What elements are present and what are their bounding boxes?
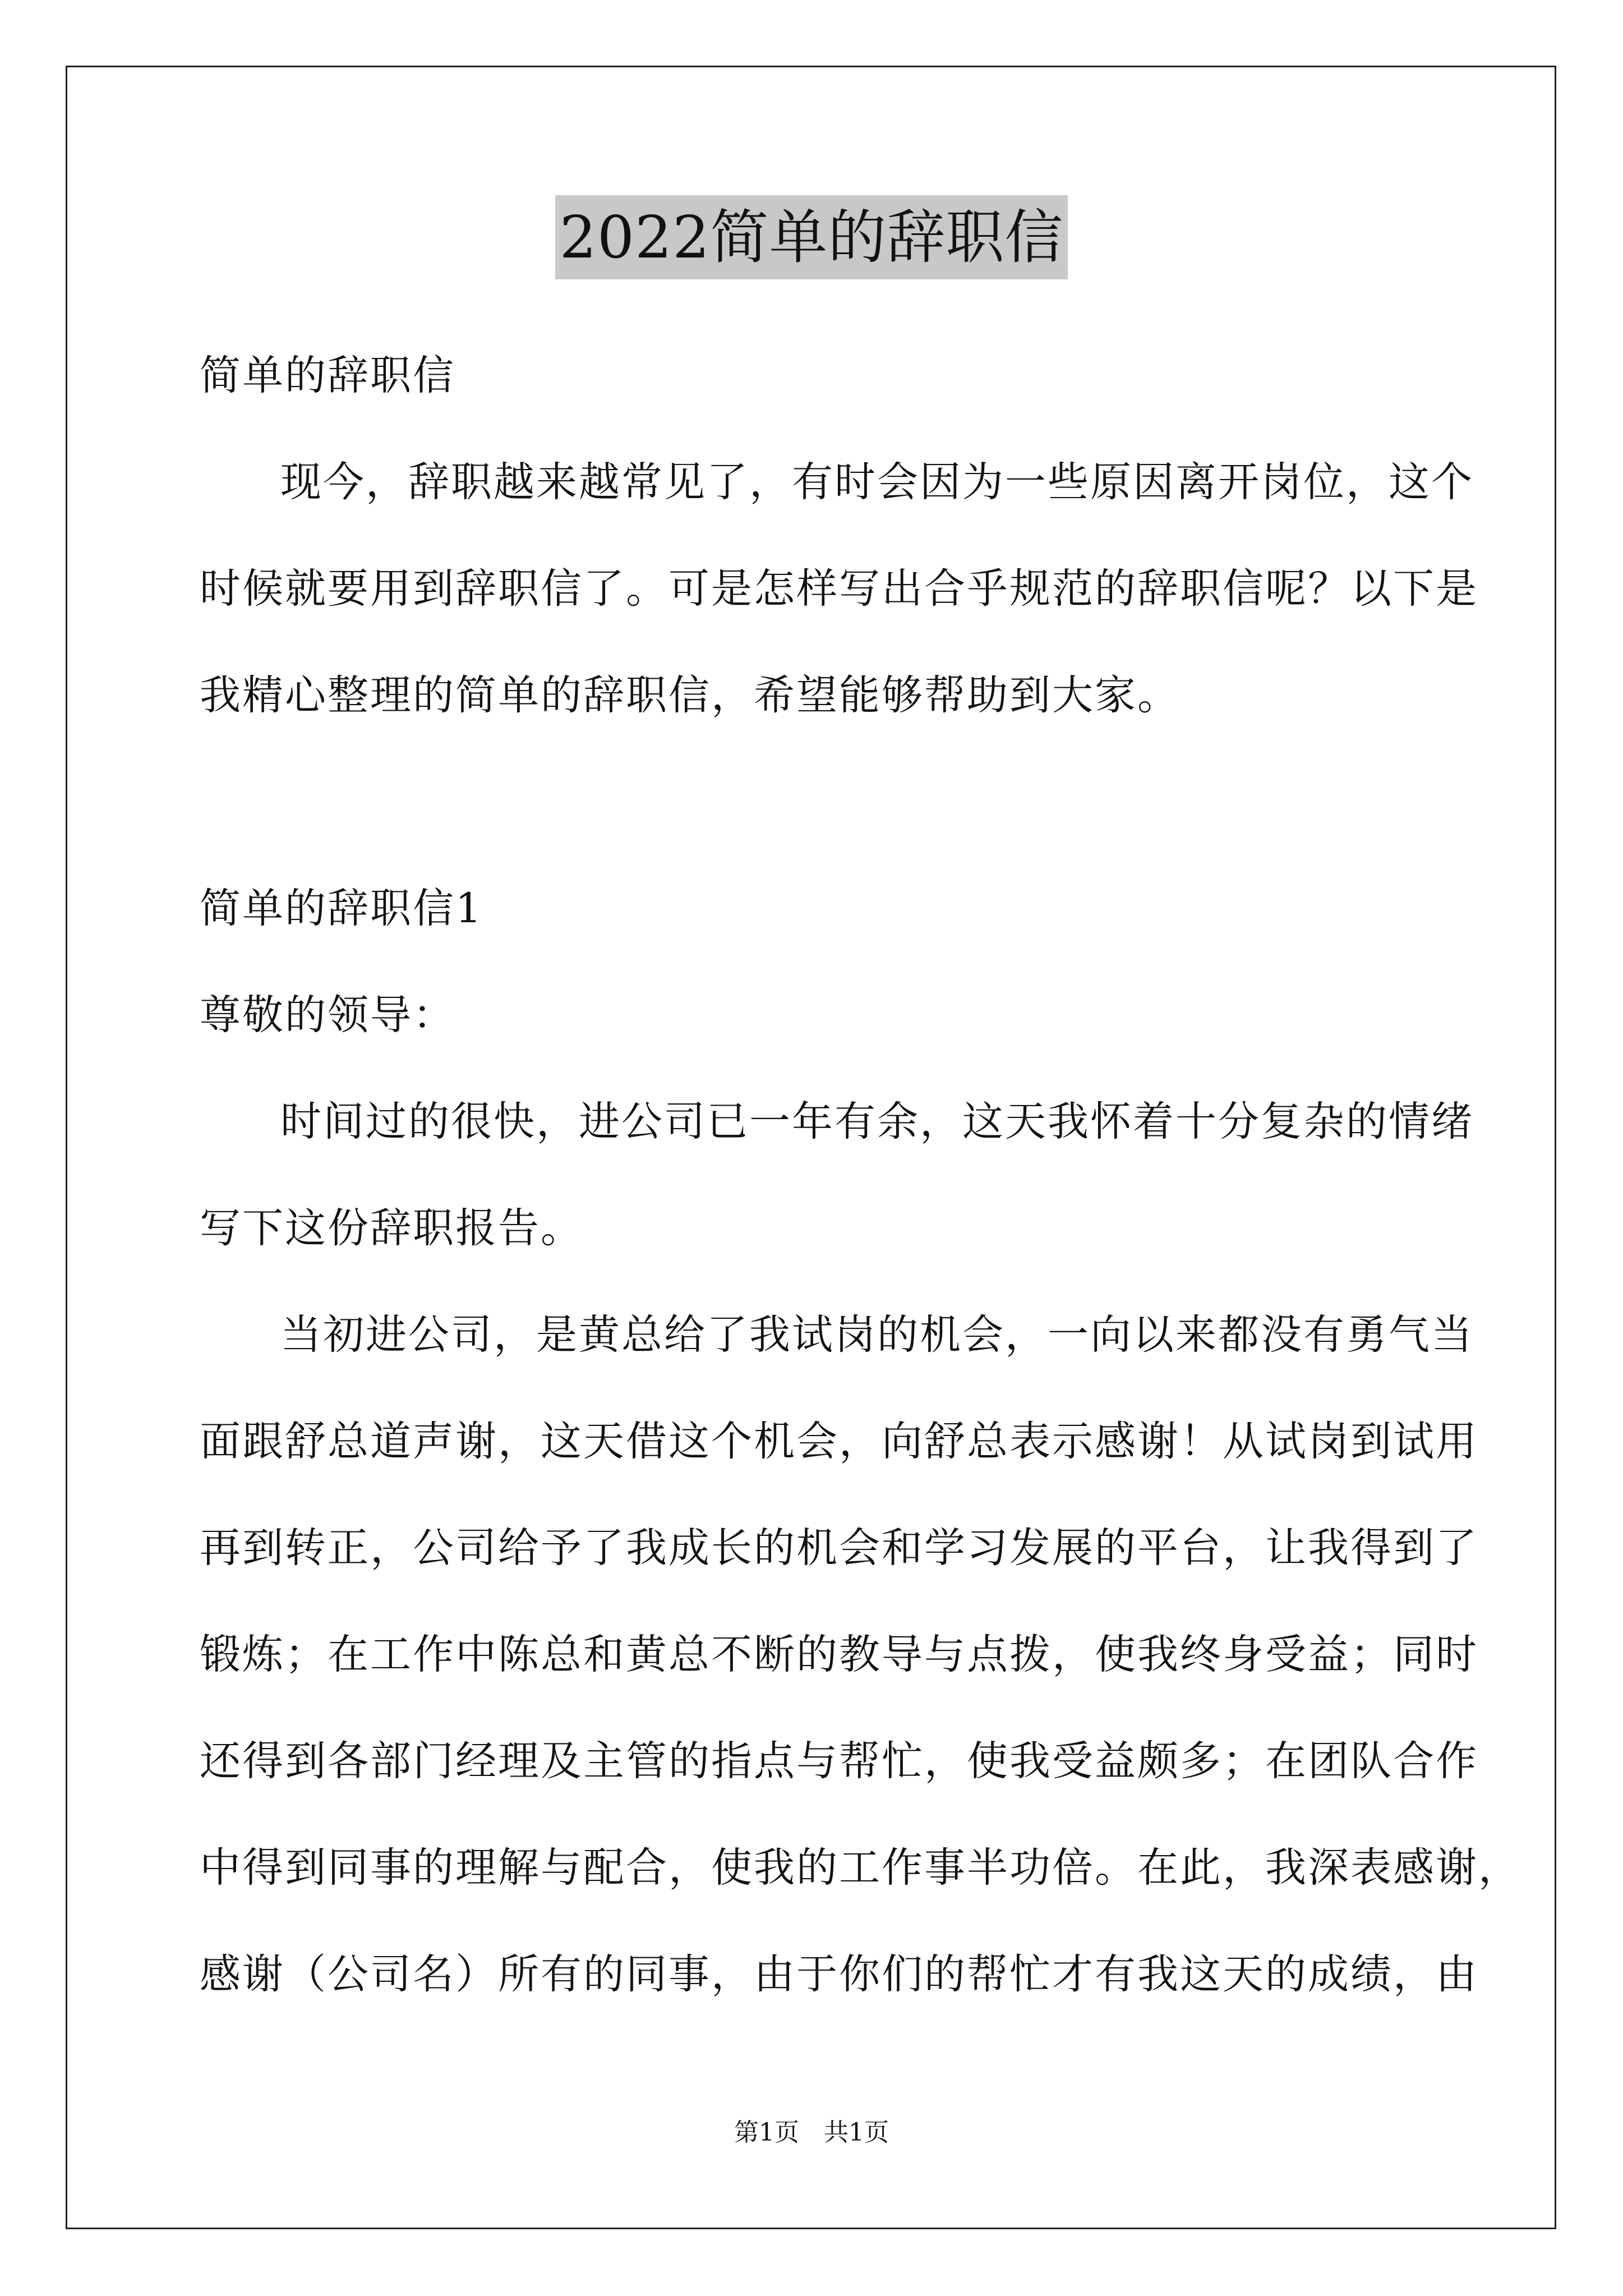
para1-line-1: 时间过的很快，进公司已一年有余，这天我怀着十分复杂的情绪 [280,1098,1474,1145]
para2-line-2: 面跟舒总道声谢，这天借这个机会，向舒总表示感谢！从试岗到试用 [200,1418,1478,1465]
salutation: 尊敬的领导： [200,991,455,1039]
intro-line-2: 时候就要用到辞职信了。可是怎样写出合乎规范的辞职信呢？以下是 [200,565,1478,613]
title-container [0,195,1623,279]
para2-line-7: 感谢（公司名）所有的同事，由于你们的帮忙才有我这天的成绩，由 [200,1950,1478,1998]
para2-line-3: 再到转正，公司给予了我成长的机会和学习发展的平台，让我得到了 [200,1524,1478,1572]
intro-line-3: 我精心整理的简单的辞职信，希望能够帮助到大家。 [200,671,1180,719]
document-title: 2022简单的辞职信 [555,195,1068,279]
subtitle: 简单的辞职信 [200,352,455,399]
para2-line-5: 还得到各部门经理及主管的指点与帮忙，使我受益颇多；在团队合作 [200,1737,1478,1785]
para2-line-4: 锻炼；在工作中陈总和黄总不断的教导与点拨，使我终身受益；同时 [200,1631,1478,1678]
page-footer: 第1页 共1页 [734,2118,889,2147]
section-heading: 简单的辞职信1 [200,885,483,932]
intro-line-1: 现今，辞职越来越常见了，有时会因为一些原因离开岗位，这个 [280,458,1474,506]
para1-line-2: 写下这份辞职报告。 [200,1204,583,1252]
para2-line-6: 中得到同事的理解与配合，使我的工作事半功倍。在此，我深表感谢， [200,1844,1521,1892]
para2-line-1: 当初进公司，是黄总给了我试岗的机会，一向以来都没有勇气当 [280,1311,1474,1359]
